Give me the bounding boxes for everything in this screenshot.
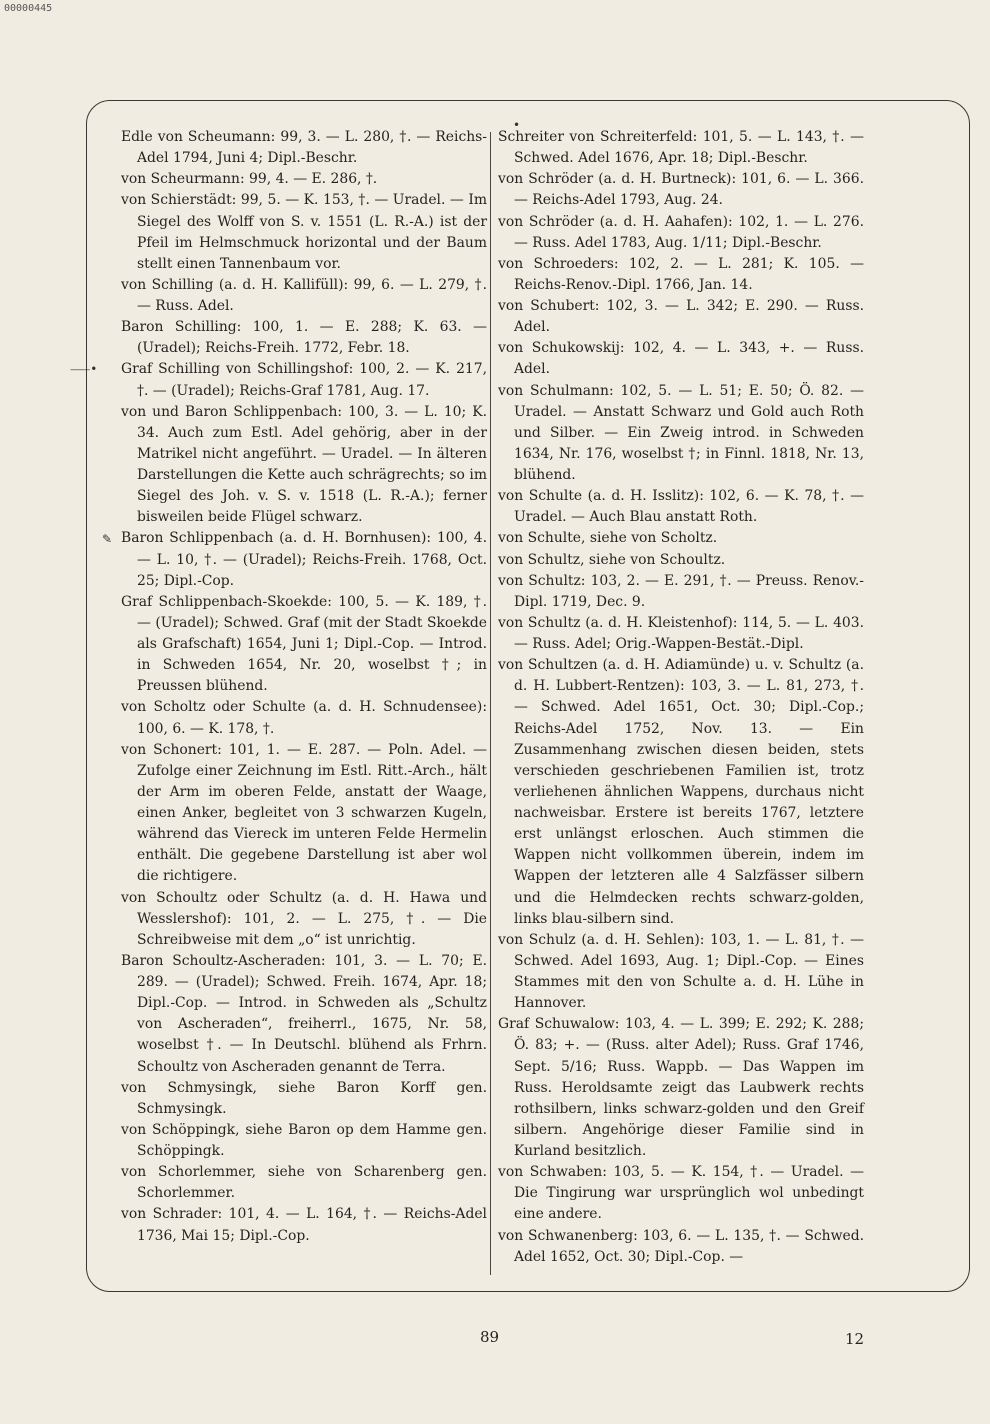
- entry: von Schroeders: 102, 2. — L. 281; K. 105. — Reichs-Renov.-Dipl. 1766, Jan. 14.: [498, 255, 864, 293]
- entry: von Schöppingk, siehe Baron op dem Hamme gen. Schöppingk.: [121, 1121, 487, 1159]
- entry: von Schilling (a. d. H. Kallifüll): 99, 6. — L. 279, †. — Russ. Adel.: [121, 276, 487, 314]
- entry: von und Baron Schlippenbach: 100, 3. — L. 10; K. 34. Auch zum Estl. Adel gehörig, aber in der Matrikel nicht angeführt. — Uradel. — In älteren Darstellungen die Kette auch schrägrechts; so im Siegel des Joh. v. S. v. 1518 (L. R.-A.); ferner bisweilen beide Flügel schwarz.: [121, 403, 487, 526]
- entry: von Schulte (a. d. H. Isslitz): 102, 6. — K. 78, †. — Uradel. — Auch Blau anstatt Roth.: [498, 488, 864, 526]
- entry: von Schierstädt: 99, 5. — K. 153, †. — Uradel. — Im Siegel des Wolff von S. v. 1551 (L. R.-A.) ist der Pfeil im Helmschmuck horizontal und der Baum stellt einen Tannenbaum vor.: [121, 192, 487, 272]
- entry: von Schubert: 102, 3. — L. 342; E. 290. — Russ. Adel.: [498, 298, 864, 336]
- entry: von Schröder (a. d. H. Aahafen): 102, 1. — L. 276. — Russ. Adel 1783, Aug. 1/11; Dipl.-Beschr.: [498, 213, 864, 251]
- margin-arrow-mark: ⸺•: [70, 362, 98, 376]
- entry: von Schwaben: 103, 5. — K. 154, †. — Uradel. — Die Tingirung war ursprünglich wol unbedingt eine andere.: [498, 1164, 864, 1223]
- entry: Schreiter von Schreiterfeld: 101, 5. — L. 143, †. — Schwed. Adel 1676, Apr. 18; Dipl.-Beschr.: [498, 129, 864, 167]
- entry: von Schmysingk, siehe Baron Korff gen. Schmysingk.: [121, 1079, 487, 1117]
- entry: Graf Schilling von Schillingshof: 100, 2. — K. 217, †. — (Uradel); Reichs-Graf 1781, Aug. 17.: [121, 361, 487, 399]
- right-column: [498, 127, 864, 1268]
- entry: von Schonert: 101, 1. — E. 287. — Poln. Adel. — Zufolge einer Zeichnung im Estl. Ritt.-Arch., hält der Arm im oberen Felde, anstatt der Waage, einen Anker, begleitet von 3 schwarzen Kugeln, während das Viereck im unteren Felde Hermelin enthält. Die gegebene Darstellung ist aber wol die richtigere.: [121, 741, 487, 885]
- entry: von Schwanenberg: 103, 6. — L. 135, †. — Schwed. Adel 1652, Oct. 30; Dipl.-Cop. —: [498, 1227, 864, 1265]
- entry: von Schulte, siehe von Scholtz.: [498, 530, 718, 547]
- top-mark: •: [513, 118, 521, 132]
- entry: Graf Schlippenbach-Skoekde: 100, 5. — K. 189, †. — (Uradel); Schwed. Graf (mit der Stadt Skoekde als Grafschaft) 1654, Juni 1; Dipl.-Cop. — Introd. in Schweden 1654, Nr. 20, woselbst †; in Preussen blühend.: [121, 593, 487, 695]
- entry: von Schultzen (a. d. H. Adiamünde) u. v. Schultz (a. d. H. Lubbert-Rentzen): 103, 3. — L. 81, 273, †. — Schwed. Adel 1651, Oct. 30; Dipl.-Cop.; Reichs-Adel 1752, Nov. 13. — Ein Zusammenhang zwischen diesen beiden, stets verschieden geschriebenen Familien ist, trotz verliehenen ähnlichen Wappens, durchaus nicht nachweisbar. Erstere ist bereits 1767, letztere erst unlängst erloschen. Auch stimmen die Wappen nicht vollkommen überein, indem im Wappen der letzteren alle 4 Salzfässer silbern und die Helmdecken rechts schwarz-golden, links blau-silbern sind.: [498, 657, 864, 927]
- entry: von Schulz (a. d. H. Sehlen): 103, 1. — L. 81, †. — Schwed. Adel 1693, Aug. 1; Dipl.-Cop. — Eines Stammes mit den von Schulte a. d. H. Lühe in Hannover.: [498, 931, 864, 1012]
- entry: Baron Schlippenbach (a. d. H. Bornhusen): 100, 4. — L. 10, †. — (Uradel); Reichs-Freih. 1768, Oct. 25; Dipl.-Cop.: [121, 530, 487, 589]
- scan-id-label: 00000445: [4, 3, 53, 14]
- entry: Baron Schoultz-Ascheraden: 101, 3. — L. 70; E. 289. — (Uradel); Schwed. Freih. 1674, Apr. 18; Dipl.-Cop. — Introd. in Schweden als „Schultz von Ascheraden“, freiherrl., 1675, Nr. 58, woselbst †. — In Deutschl. blühend als Frhrn. Schoultz von Ascheraden genannt de Terra.: [121, 952, 487, 1075]
- entry: von Schorlemmer, siehe von Scharenberg gen. Schorlemmer.: [121, 1164, 487, 1202]
- entry: von Scheurmann: 99, 4. — E. 286, †.: [121, 171, 378, 188]
- entry: von Schoultz oder Schultz (a. d. H. Hawa und Wesslershof): 101, 2. — L. 275, †. — Die Schreibweise mit dem „o“ ist unrichtig.: [121, 889, 487, 948]
- signature-number: 12: [845, 1330, 865, 1348]
- entry: von Schukowskij: 102, 4. — L. 343, +. — Russ. Adel.: [498, 340, 864, 378]
- column-divider: [490, 132, 491, 1275]
- entry: von Schrader: 101, 4. — L. 164, †. — Reichs-Adel 1736, Mai 15; Dipl.-Cop.: [121, 1206, 487, 1244]
- margin-tick-mark: ✎: [102, 532, 113, 546]
- entry: Graf Schuwalow: 103, 4. — L. 399; E. 292; K. 288; Ö. 83; +. — (Russ. alter Adel); Russ. Graf 1746, Sept. 5/16; Russ. Wappb. — Das Wappen im Russ. Heroldsamte zeigt das Laubwerk rechts rothsilbern, links schwarz-golden und den Greif silbern. Angehörige dieser Familie sind in Kurland besitzlich.: [498, 1016, 864, 1159]
- entry: von Schulmann: 102, 5. — L. 51; E. 50; Ö. 82. — Uradel. — Anstatt Schwarz und Gold auch Roth und Silber. — Ein Zweig introd. in Schweden 1634, Nr. 176, woselbst †; in Finnl. 1818, Nr. 13, blühend.: [498, 382, 864, 483]
- page-number: 89: [480, 1328, 500, 1346]
- entry: von Schröder (a. d. H. Burtneck): 101, 6. — L. 366. — Reichs-Adel 1793, Aug. 24.: [498, 171, 864, 209]
- entry: von Schultz, siehe von Schoultz.: [498, 551, 726, 568]
- entry: von Schultz: 103, 2. — E. 291, †. — Preuss. Renov.-Dipl. 1719, Dec. 9.: [498, 572, 864, 610]
- entry: Baron Schilling: 100, 1. — E. 288; K. 63. — (Uradel); Reichs-Freih. 1772, Febr. 18.: [121, 319, 487, 357]
- entry: von Schultz (a. d. H. Kleistenhof): 114, 5. — L. 403. — Russ. Adel; Orig.-Wappen-Bestät.-Dipl.: [498, 614, 864, 652]
- left-column: [121, 127, 487, 1247]
- entry: Edle von Scheumann: 99, 3. — L. 280, †. — Reichs-Adel 1794, Juni 4; Dipl.-Beschr.: [121, 129, 487, 167]
- entry: von Scholtz oder Schulte (a. d. H. Schnudensee): 100, 6. — K. 178, †.: [121, 699, 487, 737]
